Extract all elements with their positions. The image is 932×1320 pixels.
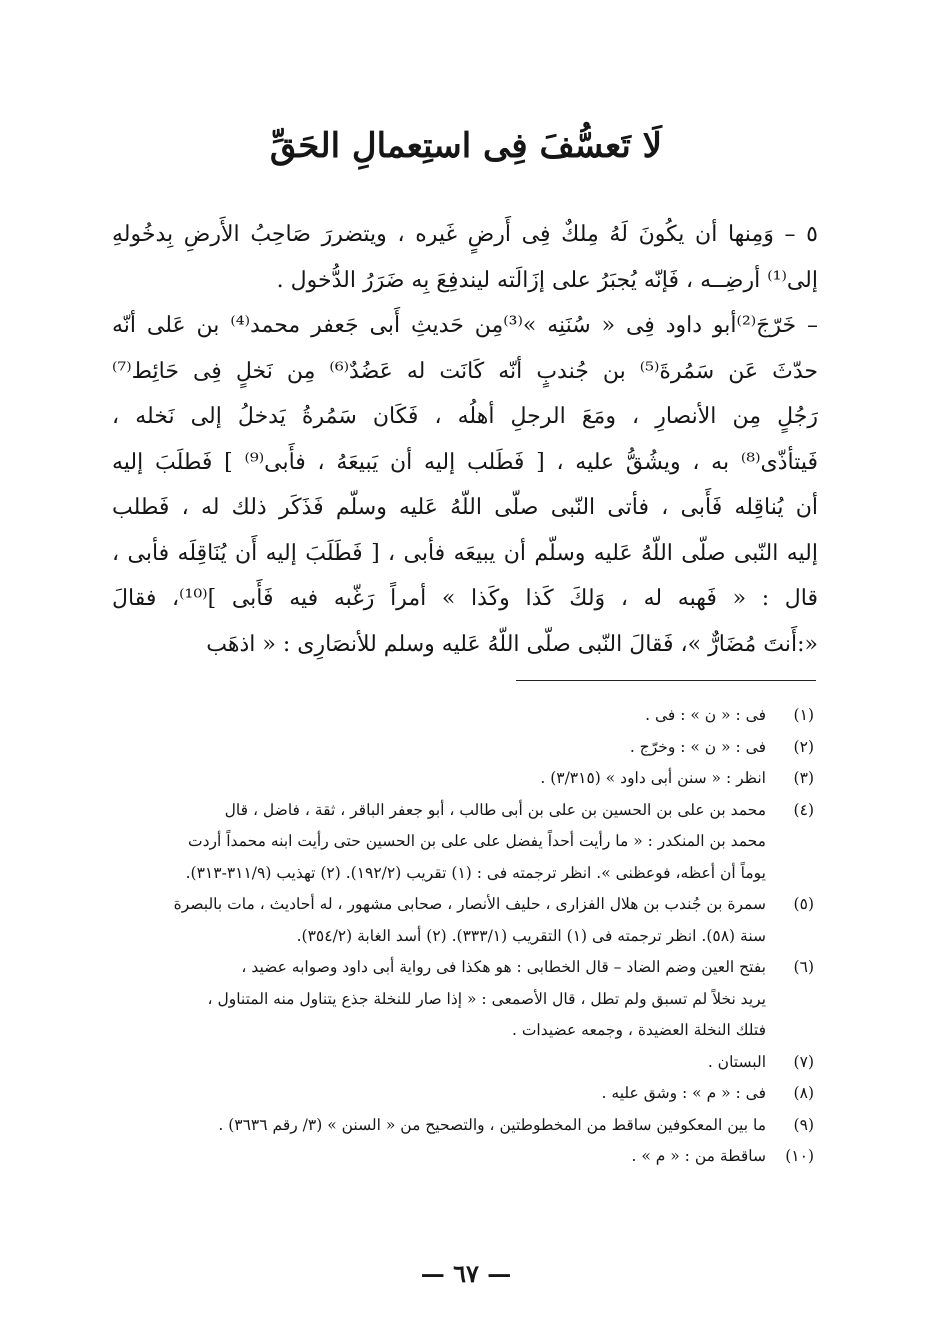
footnote-number: (٩) [793,1115,814,1134]
text-line: فَيتأذّى⁽⁸⁾ به ، ويشُقُّ عليه ، [ فَطَلب إليه أن يَبيعَهُ ، فأَبى⁽⁹⁾ ] فَطلَبَ إليه [112,449,818,475]
footnote-number: (٢) [793,737,814,756]
footnote-number: (٨) [793,1084,814,1102]
footnote [102,1078,814,1110]
footnote [102,763,814,795]
footnote-text [102,1047,766,1079]
page-title: لَا تَعسُّفَ فِى استِعمالِ الحَقِّ [269,126,663,166]
footnote-line: انظر : « سنن أبى داود » (٣/٣١٥) . [540,769,766,787]
text-line: حدّثَ عَن سَمُرةَ⁽⁵⁾ بن جُندبٍ أنّه كَانَت له عَضُدٌ⁽⁶⁾ مِن نَخلٍ فِى حَائِط⁽⁷⁾ [112,358,818,384]
footnote [102,700,814,732]
footnote-number: (٦) [793,958,814,976]
footnote-line: فتلك النخلة العضيدة ، وجمعه عضيدات . [511,1021,766,1039]
footnote-line: سمرة بن جُندب بن هلال الفزارى ، حليف الأنصار ، صحابى مشهور ، له أحاديث ، مات بالبصرة [173,895,766,913]
footnote [102,1110,814,1142]
footnote-text [102,1110,766,1142]
footnote-text [102,700,766,732]
footnote-number: (١٠) [785,1147,814,1165]
footnote-number: (١) [793,706,814,724]
footnote-text [102,1141,766,1173]
footnote-line: يريد نخلاً لم تسبق ولم تطل ، قال الأصمعى : « إذا صار للنخلة جذع يتناول منه المتناول ، [207,989,766,1008]
footnote [102,732,814,764]
main-text [112,212,818,667]
footnote-text [102,763,766,795]
footnote-text [102,889,766,952]
footnote-text [102,795,766,890]
footnote-line: فى : « ن » : وخرّج . [629,737,766,756]
footnote-line: سنة (٥٨). انظر ترجمته فى (١) التقريب (٣٣٣/١). (٢) أسد الغابة (٣٥٤/٢). [296,926,766,945]
text-line: أن يُناقِله فَأَبى ، فأتى النّبى صلّى اللّهُ عَليه وسلّم فَذَكَر ذلك له ، فَطلب [112,495,818,520]
footnote-line: البستان . [707,1052,766,1071]
text-line: رَجُلٍ مِن الأنصارِ ، ومَعَ الرجلِ أهلُه ، فَكَان سَمُرةُ يَدخلُ إلى نَخله ، [112,404,818,429]
footnote-line: يوماً أن أعظه، فوعظنى ». انظر ترجمته فى : (١) تقريب (١٩٢/٢). (٢) تهذيب (٣١١/٩-٣١٣). [185,863,766,882]
footnote [102,1047,814,1079]
text-line: «:أَنتَ مُضَارٌّ »، فَقالَ النّبى صلّى اللّهُ عَليه وسلم للأنصَارِى : « اذهَب [206,631,818,657]
footnote-line: فى : « ن » : فى . [645,706,766,724]
text-line: ٥ – وَمِنها أن يكُونَ لَهُ مِلكٌ فِى أَرضٍ غَيره ، ويتضررَ صَاحِبُ الأَرضِ بِدخُولهِ [112,222,818,247]
footnote [102,1141,814,1173]
footnotes [102,700,814,1173]
text-line: إلى⁽¹⁾ أرضِــه ، فَإنّه يُجبَرُ على إزَالَته ليندفِعَ بِه ضَرَرُ الدُّخول . [276,267,818,293]
footnote-line: محمد بن على بن الحسين بن على بن أبى طالب ، أبو جعفر الباقر ، ثقة ، فاضل ، قال [224,800,766,819]
footnote-line: فى : « م » : وشق عليه . [601,1084,766,1102]
page-number: — ٦٧ — [420,1259,512,1288]
footnote-number: (٥) [793,895,814,913]
footnote-text [102,1078,766,1110]
footnote-number: (٧) [793,1052,814,1071]
text-line: – خَرّجَ⁽²⁾أبو داود فِى « سُنَنِه »⁽³⁾مِن حَديثِ أَبى جَعفر محمد⁽⁴⁾ بن عَلى أنّه [112,313,818,338]
text-line: قال : « فَهبه له ، وَلكَ كَذا وكَذا » أمراً رَغّبه فيه فَأَبى ]⁽¹⁰⁾، فقالَ [112,586,818,611]
footnote-line: ما بين المعكوفين ساقط من المخطوطتين ، والتصحيح من « السنن » (٣/ رقم ٣٦٣٦) . [218,1115,766,1134]
footnote-number: (٣) [793,769,814,787]
footnote-line: ساقطة من : « م » . [631,1147,766,1165]
footnote-text [102,952,766,1047]
footnote-separator [516,680,816,681]
footnote-number: (٤) [793,800,814,819]
footnote [102,952,814,1047]
footnote [102,889,814,952]
footnote-line: بفتح العين وضم الضاد – قال الخطابى : هو هكذا فى رواية أبى داود وصوابه عضيد ، [241,958,766,976]
footnote-line: محمد بن المنكدر : « ما رأيت أحداً يفضل على على بن الحسين حتى رأيت ابنه محمداً أردت [187,832,766,850]
footnote [102,795,814,890]
text-line: إليه النّبى صلّى اللّهُ عَليه وسلّم أن يبيعَه فأبى ، [ فَطَلَبَ إليه أَن يُنَاقِلَه فأبى ، [112,540,818,566]
footnote-text [102,732,766,764]
